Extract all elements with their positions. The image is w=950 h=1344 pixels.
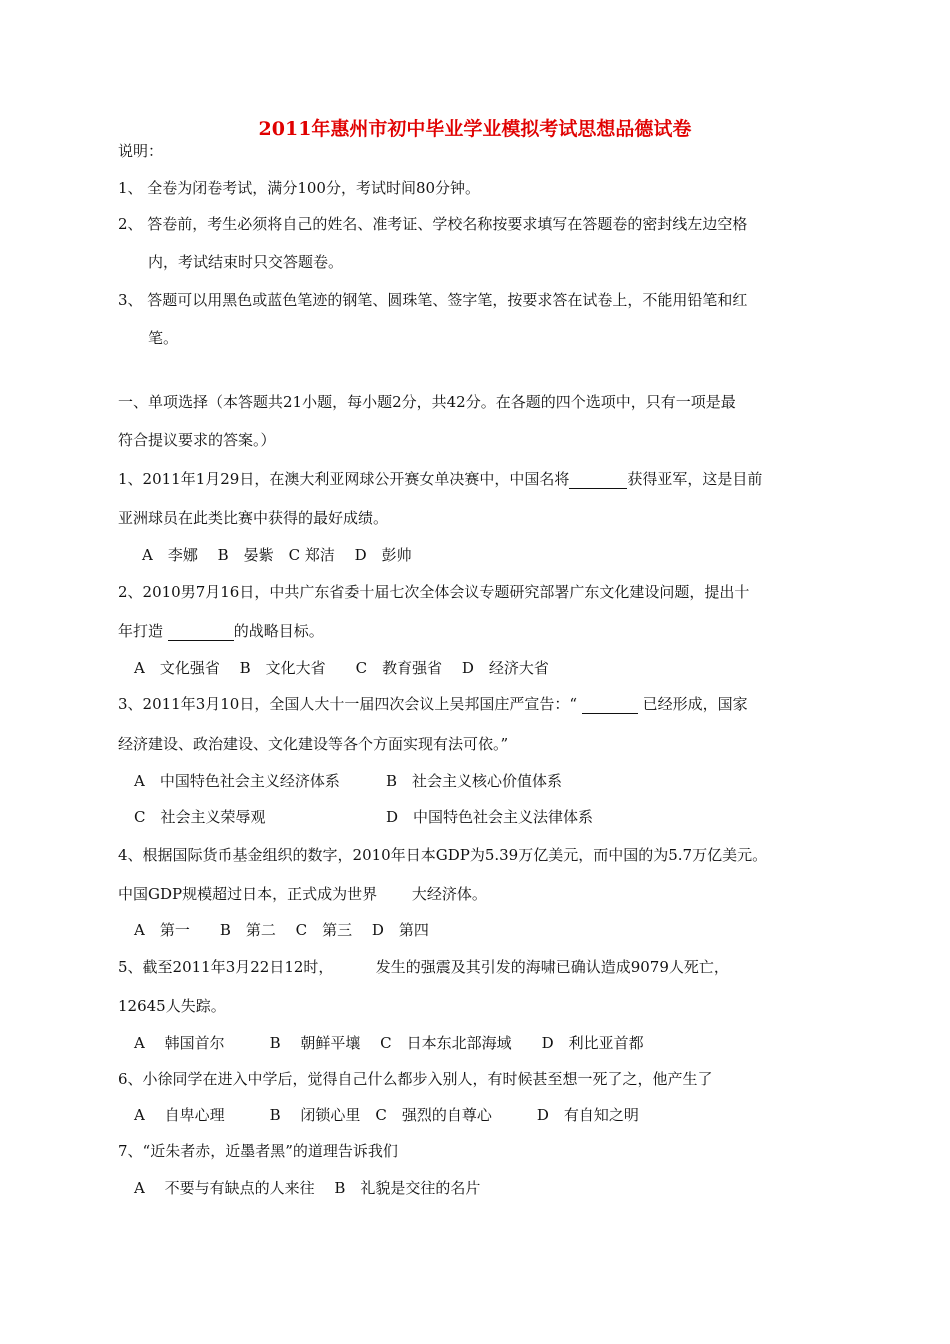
question-1-options: A 李娜 B 晏紫 C 郑洁 D 彭帅 (142, 546, 412, 564)
answer-blank (168, 625, 234, 641)
exam-title: 2011年惠州市初中毕业学业模拟考试思想品德试卷 (258, 118, 692, 140)
answer-blank (582, 698, 638, 714)
question-4: 4、根据国际货币基金组织的数字，2010年日本GDP为5.39万亿美元，而中国的为5.7万亿美元。 (118, 846, 768, 864)
question-3-option-d: D 中国特色社会主义法律体系 (386, 808, 594, 826)
question-1-pre: 1、2011年1月29日，在澳大利亚网球公开赛女单决赛中，中国名将 (118, 470, 570, 488)
instruction-3-cont: 笔。 (148, 329, 179, 347)
question-1-cont: 亚洲球员在此类比赛中获得的最好成绩。 (118, 509, 389, 527)
question-7-options: A 不要与有缺点的人来往 B 礼貌是交往的名片 (134, 1179, 481, 1197)
instruction-2: 2、 答卷前，考生必须将自己的姓名、准考证、学校名称按要求填写在答题卷的密封线左边空格 (118, 215, 748, 233)
question-1 (118, 469, 762, 489)
answer-blank (569, 473, 627, 489)
section1-heading-cont: 符合提议要求的答案。） (118, 431, 276, 449)
question-4-cont: 中国GDP规模超过日本，正式成为世界 大经济体。 (118, 885, 487, 903)
question-3-option-b: B 社会主义核心价值体系 (386, 772, 563, 790)
question-6-options: A 自卑心理 B 闭锁心里 C 强烈的自尊心 D 有自知之明 (134, 1106, 639, 1124)
question-3-option-a: A 中国特色社会主义经济体系 (134, 772, 340, 790)
instruction-2-cont: 内，考试结束时只交答题卷。 (148, 253, 344, 271)
instructions-heading: 说明： (118, 142, 164, 160)
question-6: 6、小徐同学在进入中学后，觉得自己什么都步入别人，有时候甚至想一死了之，他产生了 (118, 1070, 713, 1088)
question-3 (118, 694, 748, 714)
question-7: 7、“近朱者赤，近墨者黑”的道理告诉我们 (118, 1142, 398, 1160)
question-5-options: A 韩国首尔 B 朝鲜平壤 C 日本东北部海域 D 利比亚首都 (134, 1034, 644, 1052)
question-3-cont: 经济建设、政治建设、文化建设等各个方面实现有法可依。” (118, 735, 509, 753)
question-3-option-c: C 社会主义荣辱观 (134, 808, 266, 826)
question-2-post: 的战略目标。 (233, 622, 324, 640)
question-5: 5、截至2011年3月22日12时， 发生的强震及其引发的海啸已确认造成9079人死亡， (118, 958, 729, 976)
question-4-options: A 第一 B 第二 C 第三 D 第四 (134, 921, 429, 939)
question-2-cont (118, 621, 324, 641)
question-3-post: 已经形成，国家 (637, 695, 748, 713)
question-1-post: 获得亚军，这是目前 (627, 470, 763, 488)
instruction-1: 1、 全卷为闭卷考试，满分100分，考试时间80分钟。 (118, 179, 481, 197)
question-2: 2、2010男7月16日，中共广东省委十届七次全体会议专题研究部署广东文化建设问题，提出十 (118, 583, 750, 601)
instruction-3: 3、 答题可以用黑色或蓝色笔迹的钢笔、圆珠笔、签字笔，按要求答在试卷上，不能用铅笔和红 (118, 291, 748, 309)
question-2-options: A 文化强省 B 文化大省 C 教育强省 D 经济大省 (134, 659, 549, 677)
question-5-cont: 12645人失踪。 (118, 997, 226, 1015)
question-3-pre: 3、2011年3月10日，全国人大十一届四次会议上吴邦国庄严宣告：“ (118, 695, 582, 713)
section1-heading: 一、单项选择（本答题共21小题，每小题2分，共42分。在各题的四个选项中，只有一项是最 (118, 393, 736, 411)
question-2-pre: 年打造 (118, 622, 168, 640)
